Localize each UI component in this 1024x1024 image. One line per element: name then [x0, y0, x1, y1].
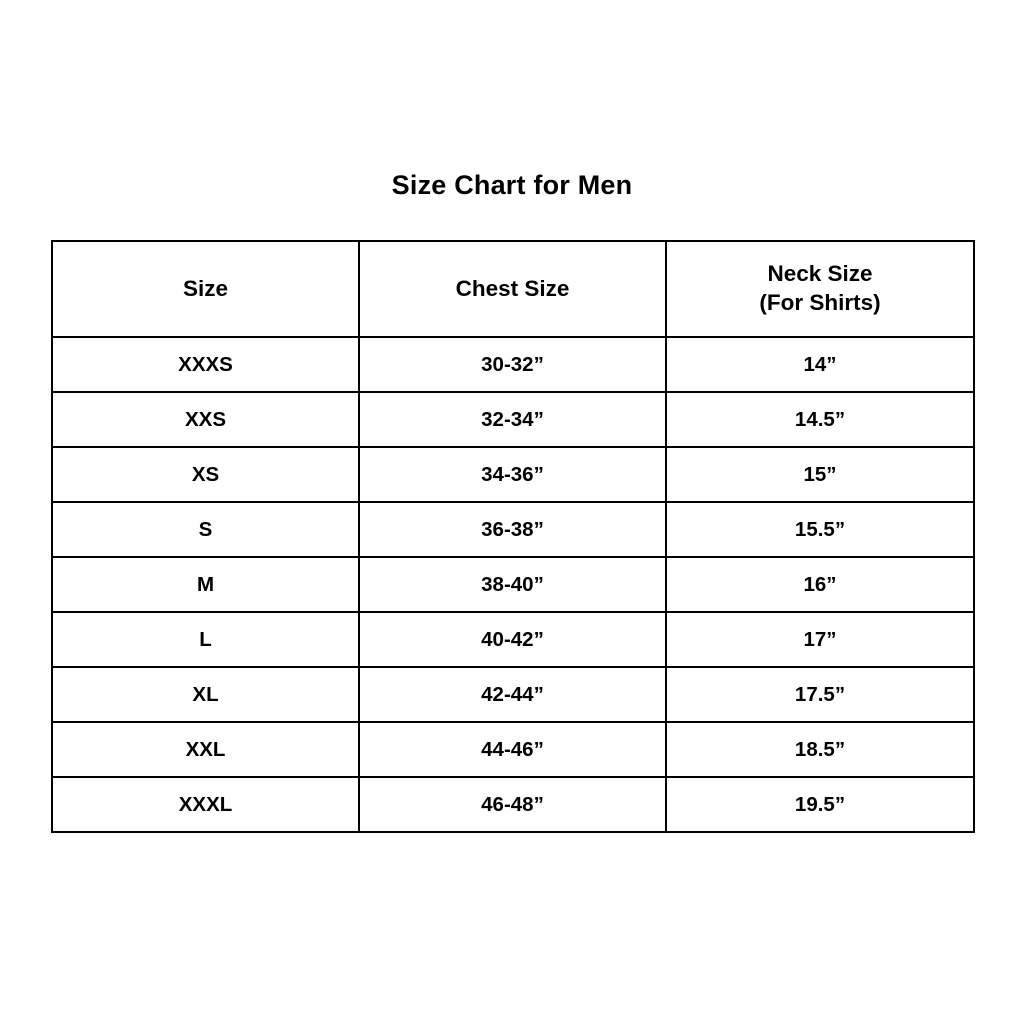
cell-size: XL — [52, 667, 359, 722]
table-header-row — [52, 241, 974, 337]
cell-neck: 19.5” — [666, 777, 974, 832]
cell-chest: 44-46” — [359, 722, 666, 777]
column-header-chest-size — [359, 241, 666, 337]
table-row — [52, 722, 974, 777]
cell-chest: 32-34” — [359, 392, 666, 447]
table-row — [52, 337, 974, 392]
cell-chest: 30-32” — [359, 337, 666, 392]
cell-size: XXXS — [52, 337, 359, 392]
cell-size: S — [52, 502, 359, 557]
cell-size: XXL — [52, 722, 359, 777]
table-row — [52, 667, 974, 722]
column-header-size — [52, 241, 359, 337]
cell-chest: 38-40” — [359, 557, 666, 612]
cell-neck: 15.5” — [666, 502, 974, 557]
cell-size: XXXL — [52, 777, 359, 832]
table-row — [52, 392, 974, 447]
cell-size: XS — [52, 447, 359, 502]
cell-neck: 15” — [666, 447, 974, 502]
table-row — [52, 612, 974, 667]
table-row — [52, 557, 974, 612]
cell-neck: 14.5” — [666, 392, 974, 447]
cell-chest: 34-36” — [359, 447, 666, 502]
column-header-chest-size-label: Chest Size — [455, 275, 570, 301]
table-row — [52, 502, 974, 557]
cell-chest: 40-42” — [359, 612, 666, 667]
cell-neck: 14” — [666, 337, 974, 392]
size-chart-table — [51, 240, 975, 833]
cell-chest: 42-44” — [359, 667, 666, 722]
cell-size: XXS — [52, 392, 359, 447]
column-header-neck-size-sublabel: (For Shirts) — [759, 290, 881, 315]
cell-neck: 17” — [666, 612, 974, 667]
table-row — [52, 447, 974, 502]
column-header-neck-size — [666, 241, 974, 337]
cell-chest: 46-48” — [359, 777, 666, 832]
cell-size: M — [52, 557, 359, 612]
table-row — [52, 777, 974, 832]
cell-size: L — [52, 612, 359, 667]
column-header-neck-size-label: Neck Size — [767, 261, 873, 287]
cell-neck: 18.5” — [666, 722, 974, 777]
cell-chest: 36-38” — [359, 502, 666, 557]
column-header-size-label: Size — [182, 275, 229, 301]
cell-neck: 16” — [666, 557, 974, 612]
cell-neck: 17.5” — [666, 667, 974, 722]
page-title: Size Chart for Men — [391, 170, 633, 200]
